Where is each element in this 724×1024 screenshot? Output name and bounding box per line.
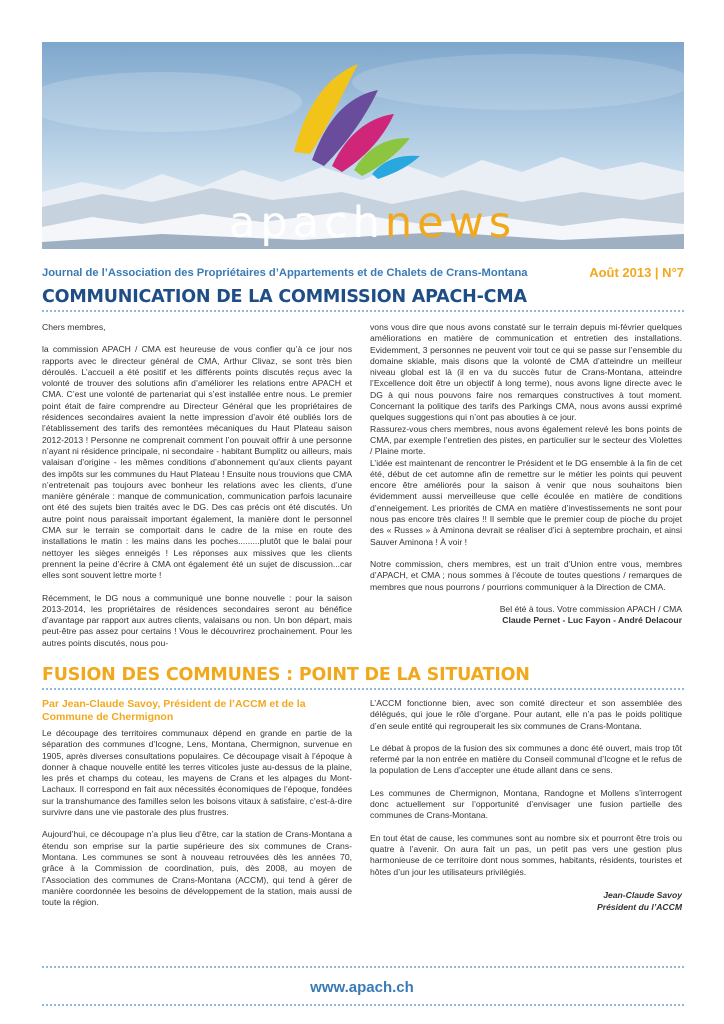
article1-paragraph: Récemment, le DG nous a communiqué une bonne nouvelle : pour la saison 2013-2014, les propriétaires de résidences secondaires seront au bénéfice d’avantage par rapport aux autres clients, valaisans ou non. Un bon départ, mais peut-être pas assez pour certains ! Vous le découvrirez prochainement. Pour les autres points discutés, nous pou- <box>42 592 352 648</box>
article1-paragraph: la commission APACH / CMA est heureuse de vous confier qu’à ce jour nos rapports avec le directeur général de CMA, Arthur Clivaz, se sont très bien déroulés. L’accueil a été positif et les différents points discutés reçus avec la volonté de trouver des solutions afin d’améliorer les relations entre APACH et CMA. C’est une volonté de partenariat qui s’est installée entre nous. Le premier point était de faire comprendre au Directeur Général que les propriétaires de résidences secondaires avaient la nette impression d’avoir été oubliés lors de l’établissement des tarifs des remontées mécaniques du Haut Plateau saison 2012-2013 ! Personne ne comprenait comment l’on pouvait offrir à une personne n’ayant ni résidence principale, ni secondaire - habitant Bumplitz ou ailleurs, mais valaisan d’origine - les mêmes conditions d’abonnement qu’aux clients payant des impôts sur les communes du Haut Plateau ! Ensuite nous trouvions que CMA n’entretenait pas toujours avec bonheur les relations avec les clients, d’une manière générale : manque de communication, communication parfois lacunaire ont été des sujets bien traités avec le DG. Des cas précis ont été discutés. Un autre point nous paraissait important également, la manière dont le personnel CMA sur le terrain se comportait dans le cadre de la mise en route des installations le matin : les mains dans les poches.........plutôt que le balai pour nettoyer les sièges enneigés ! Les réponses aux missives que les clients prennent la peine d’écrire à CMA ont également été un sujet de discussion...car elles sont souvent lettre morte ! <box>42 344 353 581</box>
article1-paragraph: Chers membres, <box>42 322 106 332</box>
article2-paragraph: Le débat à propos de la fusion des six communes a donc été ouvert, mais trop tôt refermé par la non entrée en matière du Conseil communal d’Icogne et le refus de la population de Lens d’accepter une étude allant dans ce sens. <box>370 742 682 776</box>
signature-title: Président du l’ACCM <box>597 901 682 912</box>
article2-paragraph: Les communes de Chermignon, Montana, Randogne et Mollens s’interrogent donc actuellement sur l’opportunité d’envisager une fusion partielle des communes de Crans-Montana. <box>370 787 682 821</box>
article2-column-left <box>42 698 352 908</box>
article1-paragraph: Notre commission, chers membres, est un trait d’Union entre vous, membres d’APACH, et CMA ; nous sommes à l’écoute de toutes questions / remarques de membres que nous pourrons / pourrions communiquer à la Direction de CMA. <box>370 558 682 592</box>
article2-paragraph: En tout état de cause, les communes sont au nombre six et pourront être trois ou quatre à l’avenir. On aura fait un pas, un petit pas vers une gestion plus harmonieuse de ce territoire dont nous sommes, habitants, résidents, touristes et hôtes d’un jour les utilisateurs privilégiés. <box>370 832 682 877</box>
divider-dotted-footer <box>42 1004 684 1006</box>
header-banner <box>42 42 684 249</box>
divider-dotted-bottom <box>42 966 684 968</box>
article1-heading: COMMUNICATION DE LA COMMISSION APACH-CMA <box>42 287 527 307</box>
article1-signoff <box>370 604 682 627</box>
article2-paragraph: Aujourd’hui, ce découpage n’a plus lieu d’être, car la station de Crans-Montana a étendu son emprise sur la partie supérieure des six communes de Crans-Montana. Les communes se sont à nouveau retrouvées dès les années 70, grâce à la Commission de coordination, puis, dès 2008, au moyen de l’Association des communes de Crans-Montana (ACCM), qui tend à gérer de manière coordonnée les besoins de développement de la station, mais aussi de toute la région. <box>42 829 352 908</box>
journal-title: Journal de l’Association des Propriétaires d’Appartements et de Chalets de Crans-Montana <box>42 267 528 279</box>
article2-byline: Par Jean-Claude Savoy, Président de l’ACCM et de la Commune de Chermignon <box>42 698 306 723</box>
article1-column-right <box>370 322 682 627</box>
article1-paragraph: L’idée est maintenant de rencontrer le Président et le DG ensemble à la fin de cet été, début de cet automne afin de remettre sur le métier les points qui peuvent encore être améliorés pour la saison à venir que nous souhaitons bien évidemment aussi merveilleuse que celle écoulée en matière de conditions d’enneigement. Les priorités de CMA en matière d’investissements ne sont pour nous pas encore très claires !! Il semble que le premier coup de pioche du projet des « Russes » à Aminona devrait se réaliser d’ici à septembre prochain, et ainsi Sauver Aminona ! À voir ! <box>370 457 682 547</box>
signoff-names: Claude Pernet - Luc Fayon - André Delacour <box>502 615 682 626</box>
issue-date: Août 2013 | N°7 <box>589 265 684 280</box>
article1-column-left <box>42 322 352 649</box>
article1-paragraph: Rassurez-vous chers membres, nous avons également relevé les bons points de CMA, par exemple l’entretien des pistes, en particulier sur le secteur des Violettes / Plaine morte. <box>370 423 682 457</box>
logo-text-news: news <box>384 198 517 248</box>
article2-heading: FUSION DES COMMUNES : POINT DE LA SITUATION <box>42 665 530 685</box>
divider-dotted-middle <box>42 688 684 690</box>
signature-name: Jean-Claude Savoy <box>603 889 682 900</box>
article2-paragraph: L’ACCM fonctionne bien, avec son comité directeur et son assemblée des délégués, qui joue le rôle d’organe. Pour autant, elle n’a pas le poids politique d’en seule entité qui regrouperait les six communes de Crans-Montana. <box>370 698 682 731</box>
article1-paragraph: vons vous dire que nous avons constaté sur le terrain depuis mi-février quelques améliorations en matière de communication et entretien des installations. Evidemment, 3 personnes ne peuvent voir tout ce qui se passe sur l’ensemble du domaine skiable, mais disons que la volonté de CMA d’atteindre un meilleur niveau global est là (il en va du succès futur de Crans-Montana, atteindre l’Excellence doit être un objectif à long terme), nous avons ligne directe avec le DG à qui nous pouvons faire nos remarques constructives à tout moment. Concernant la politique des tarifs des Parkings CMA, nous avons aussi exprimé quelques suggestions qui n’ont pas abouties à ce jour. <box>370 322 682 423</box>
signoff-line: Bel été à tous. Votre commission APACH / CMA <box>499 603 682 614</box>
logo-text-apach: apach <box>229 198 385 248</box>
website-link[interactable]: www.apach.ch <box>310 979 414 996</box>
article2-column-right <box>370 698 682 913</box>
article2-paragraph: Le découpage des territoires communaux dépend en grande en partie de la séparation des communes d’Icogne, Lens, Montana, Chermignon, survenue en 1905, après diverses consultations populaires. Ce découpage visait à l’époque à donner à chaque nouvelle entité les terres viticoles juste au-dessus de la plaine, les prés et champs du coteau, les mayens de Crans et les alpages du Mont-Lachaux. Il correspond en fait aux nécessités économiques de l’époque, fondées sur la transhumance des familles selon les boisons vitaux à satisfaire, c’est-à-dire survivre dans une vie pastorale des plus frustres. <box>42 728 352 818</box>
article2-signature <box>370 889 682 913</box>
divider-dotted-top <box>42 310 684 312</box>
apachnews-logo <box>229 198 517 248</box>
